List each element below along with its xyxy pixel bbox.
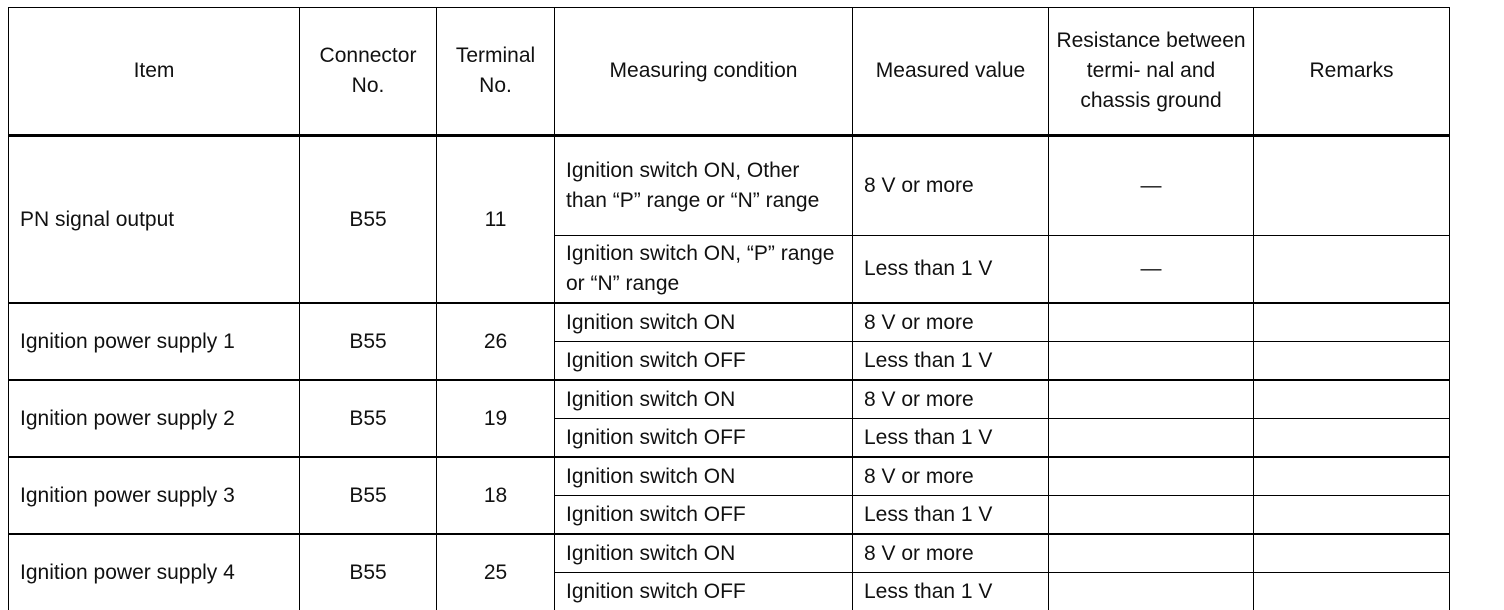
remarks-cell xyxy=(1254,419,1450,458)
table-row xyxy=(9,380,1450,419)
connector-cell: B55 xyxy=(300,534,437,610)
resistance-cell xyxy=(1049,496,1254,535)
value-cell: Less than 1 V xyxy=(853,342,1049,381)
value-cell: 8 V or more xyxy=(853,534,1049,573)
condition-cell: Ignition switch ON xyxy=(555,534,853,573)
value-cell: Less than 1 V xyxy=(853,236,1049,304)
value-cell: Less than 1 V xyxy=(853,496,1049,535)
remarks-cell xyxy=(1254,380,1450,419)
condition-cell: Ignition switch ON xyxy=(555,380,853,419)
table-row xyxy=(9,534,1450,573)
value-cell: Less than 1 V xyxy=(853,419,1049,458)
resistance-cell: — xyxy=(1049,236,1254,304)
header-connector-no: Connector No. xyxy=(300,8,437,136)
resistance-cell xyxy=(1049,419,1254,458)
terminal-cell: 25 xyxy=(437,534,555,610)
condition-cell: Ignition switch OFF xyxy=(555,573,853,610)
value-cell: 8 V or more xyxy=(853,457,1049,496)
condition-cell: Ignition switch OFF xyxy=(555,419,853,458)
remarks-cell xyxy=(1254,342,1450,381)
condition-cell: Ignition switch ON xyxy=(555,303,853,342)
header-measured-value: Measured value xyxy=(853,8,1049,136)
terminal-spec-table xyxy=(8,7,1450,610)
header-remarks: Remarks xyxy=(1254,8,1450,136)
remarks-cell xyxy=(1254,303,1450,342)
connector-cell: B55 xyxy=(300,457,437,534)
item-cell: Ignition power supply 1 xyxy=(9,303,300,380)
remarks-cell xyxy=(1254,534,1450,573)
header-item: Item xyxy=(9,8,300,136)
table-row xyxy=(9,303,1450,342)
item-cell: Ignition power supply 2 xyxy=(9,380,300,457)
condition-cell: Ignition switch ON, “P” range or “N” range xyxy=(555,236,853,304)
value-cell: 8 V or more xyxy=(853,303,1049,342)
header-terminal-no: Terminal No. xyxy=(437,8,555,136)
resistance-cell xyxy=(1049,380,1254,419)
resistance-cell xyxy=(1049,573,1254,610)
resistance-cell xyxy=(1049,303,1254,342)
resistance-cell xyxy=(1049,534,1254,573)
item-cell: Ignition power supply 3 xyxy=(9,457,300,534)
table-row xyxy=(9,457,1450,496)
remarks-cell xyxy=(1254,236,1450,304)
remarks-cell xyxy=(1254,457,1450,496)
connector-cell: B55 xyxy=(300,303,437,380)
item-cell: Ignition power supply 4 xyxy=(9,534,300,610)
item-cell: PN signal output xyxy=(9,136,300,304)
condition-cell: Ignition switch ON xyxy=(555,457,853,496)
remarks-cell xyxy=(1254,136,1450,236)
terminal-cell: 11 xyxy=(437,136,555,304)
header-row xyxy=(9,8,1450,136)
connector-cell: B55 xyxy=(300,380,437,457)
condition-cell: Ignition switch OFF xyxy=(555,342,853,381)
table-body xyxy=(9,136,1450,610)
value-cell: 8 V or more xyxy=(853,380,1049,419)
value-cell: Less than 1 V xyxy=(853,573,1049,610)
terminal-cell: 19 xyxy=(437,380,555,457)
resistance-cell: — xyxy=(1049,136,1254,236)
condition-cell: Ignition switch OFF xyxy=(555,496,853,535)
header-measuring-condition: Measuring condition xyxy=(555,8,853,136)
table-row xyxy=(9,136,1450,236)
terminal-cell: 26 xyxy=(437,303,555,380)
table-header xyxy=(9,8,1450,136)
remarks-cell xyxy=(1254,496,1450,535)
resistance-cell xyxy=(1049,457,1254,496)
remarks-cell xyxy=(1254,573,1450,610)
terminal-cell: 18 xyxy=(437,457,555,534)
value-cell: 8 V or more xyxy=(853,136,1049,236)
condition-cell: Ignition switch ON, Other than “P” range or “N” range xyxy=(555,136,853,236)
header-resistance: Resistance between termi- nal and chassis ground xyxy=(1049,8,1254,136)
connector-cell: B55 xyxy=(300,136,437,304)
resistance-cell xyxy=(1049,342,1254,381)
